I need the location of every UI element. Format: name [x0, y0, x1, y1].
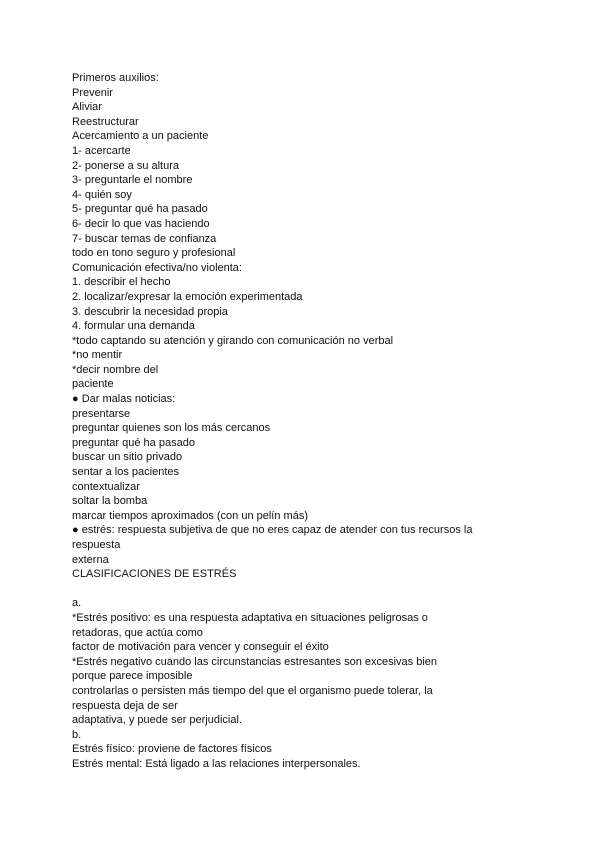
list-item: 2. localizar/expresar la emoción experimentada	[72, 290, 303, 303]
list-item: 1- acercarte	[72, 144, 131, 157]
list-item: sentar a los pacientes	[72, 466, 180, 479]
body-text-line: externa	[72, 553, 109, 566]
list-item: preguntar qué ha pasado	[72, 436, 195, 449]
body-text-line: retadoras, que actúa como	[72, 626, 203, 639]
body-text-line: *Estrés negativo cuando las circunstancias estresantes son excesivas bien	[72, 655, 438, 668]
body-text-line: paciente	[72, 378, 114, 391]
list-item: 3- preguntarle el nombre	[72, 174, 193, 187]
body-text-line: factor de motivación para vencer y conseguir el éxito	[72, 641, 329, 654]
list-item: 5- preguntar qué ha pasado	[72, 203, 208, 216]
list-item: 6- decir lo que vas haciendo	[72, 217, 210, 230]
note-line: *no mentir	[72, 349, 123, 362]
list-item: Aliviar	[72, 101, 102, 114]
section-heading-estres: ● estrés: respuesta subjetiva de que no eres capaz de atender con tus recursos la	[72, 524, 473, 537]
body-text-line: *Estrés positivo: es una respuesta adaptativa en situaciones peligrosas o	[72, 611, 428, 624]
note-line: *decir nombre del	[72, 363, 159, 376]
list-item: soltar la bomba	[72, 495, 148, 508]
list-item: preguntar quienes son los más cercanos	[72, 422, 271, 435]
list-item: presentarse	[72, 407, 131, 420]
blank-line	[72, 582, 542, 597]
body-text-line: respuesta deja de ser	[72, 699, 178, 712]
sub-heading-a: a.	[72, 597, 82, 610]
list-item: contextualizar	[72, 480, 140, 493]
list-item: Prevenir	[72, 86, 113, 99]
body-text-line: todo en tono seguro y profesional	[72, 247, 236, 260]
body-text-line: Estrés físico: proviene de factores físicos	[72, 743, 272, 756]
body-text-line: Estrés mental: Está ligado a las relaciones interpersonales.	[72, 757, 361, 770]
body-text-line: porque parece imposible	[72, 670, 193, 683]
list-item: 4- quién soy	[72, 188, 132, 201]
list-item: Reestructurar	[72, 115, 139, 128]
section-heading-malas-noticias: ● Dar malas noticias:	[72, 393, 176, 406]
list-item: buscar un sitio privado	[72, 451, 183, 464]
body-text-line: adaptativa, y puede ser perjudicial.	[72, 714, 242, 727]
list-item: 7- buscar temas de confianza	[72, 232, 217, 245]
list-item: 4. formular una demanda	[72, 320, 195, 333]
list-item: 1. describir el hecho	[72, 276, 171, 289]
section-heading-primeros-auxilios: Primeros auxilios:	[72, 72, 159, 84]
document-body	[72, 71, 542, 772]
list-item: marcar tiempos aproximados (con un pelín más)	[72, 509, 308, 522]
sub-heading-b: b.	[72, 728, 82, 741]
section-heading-acercamiento: Acercamiento a un paciente	[72, 130, 209, 143]
body-text-line: controlarlas o persisten más tiempo del que el organismo puede tolerar, la	[72, 684, 433, 697]
list-item: 3. descubrir la necesidad propia	[72, 305, 228, 318]
section-heading-clasificaciones: CLASIFICACIONES DE ESTRÉS	[72, 568, 237, 581]
body-text-line: respuesta	[72, 539, 121, 551]
note-line: *todo captando su atención y girando con comunicación no verbal	[72, 334, 394, 347]
section-heading-comunicacion: Comunicación efectiva/no violenta:	[72, 261, 242, 274]
list-item: 2- ponerse a su altura	[72, 159, 180, 172]
